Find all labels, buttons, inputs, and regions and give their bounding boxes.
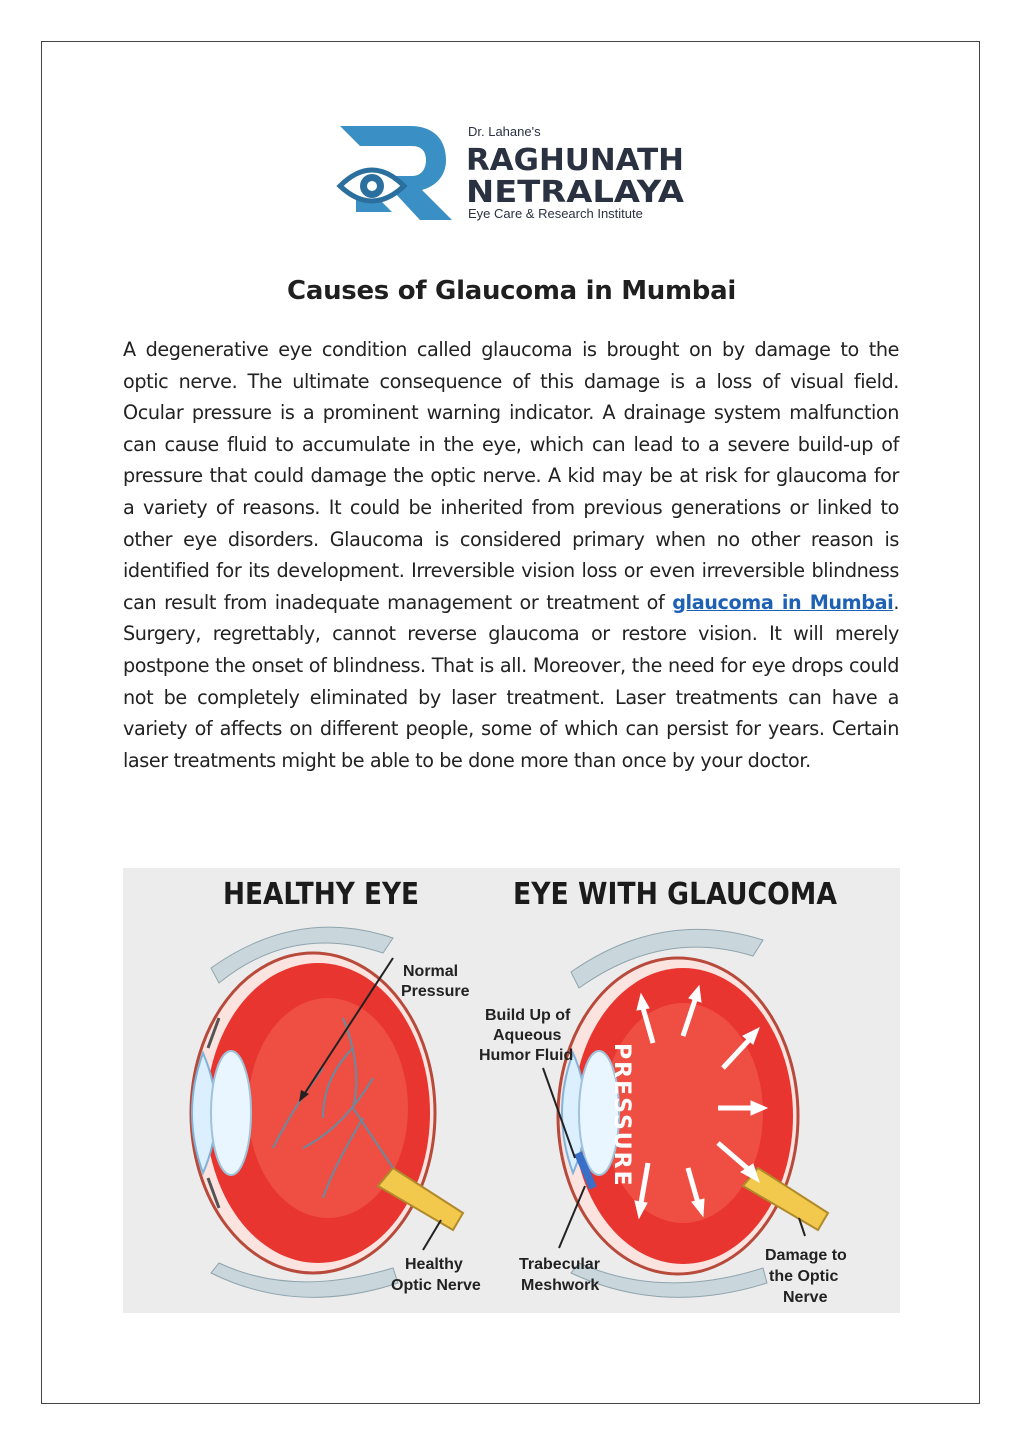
glaucoma-infographic [123, 868, 900, 1313]
label-normal-pressure-1: Normal [403, 963, 459, 980]
paragraph-text-after-link: . Surgery, regrettably, cannot reverse glaucoma or restore vision. It will merely postpone the onset of blindness. That is all. Moreover, the need for eye drops could not be completely eliminated by laser treatment. Laser treatments can have a variety of affects on different people, some of which can persist for years. Certain laser treatments might be able to be done more than once by your doctor. [123, 590, 900, 772]
heading-healthy-eye: HEALTHY EYE [223, 877, 419, 912]
paragraph-text-before-link: A degenerative eye condition called glaucoma is brought on by damage to the optic nerve. The ultimate consequence of this damage is a loss of visual field. Ocular pressure is a prominent warning indicator. A drainage system malfunction can cause fluid to accumulate in the eye, which can lead to a severe build-up of pressure that could damage the optic nerve. A kid may be at risk for glaucoma for a variety of reasons. It could be inherited from previous generations or linked to other eye disorders. Glaucoma is considered primary when no other reason is identified for its development. Irreversible vision loss or even irreversible blindness can result from inadequate management or treatment of [123, 338, 899, 614]
logo-line3: NETRALAYA [466, 175, 685, 210]
glaucoma-eye-diagram [479, 929, 847, 1306]
label-damage-1: Damage to [765, 1247, 847, 1264]
body-paragraph [123, 334, 899, 776]
label-build-up-1: Build Up of [485, 1007, 571, 1024]
glaucoma-in-mumbai-link[interactable]: glaucoma in Mumbai [672, 590, 894, 614]
label-normal-pressure-2: Pressure [401, 983, 470, 1000]
heading-eye-with-glaucoma: EYE WITH GLAUCOMA [513, 877, 838, 912]
label-damage-3: Nerve [783, 1289, 828, 1306]
raghunath-netralaya-logo [336, 120, 696, 224]
page-title: Causes of Glaucoma in Mumbai [287, 276, 736, 306]
logo-line4: Eye Care & Research Institute [468, 206, 643, 221]
logo-line2: RAGHUNATH [466, 143, 684, 178]
label-damage-2: the Optic [769, 1268, 839, 1285]
label-pressure: PRESSURE [609, 1043, 634, 1188]
infographic-svg [123, 868, 900, 1313]
label-healthy-optic-nerve-1: Healthy [405, 1256, 463, 1273]
healthy-eye-diagram [191, 927, 481, 1297]
label-build-up-3: Humor Fluid [479, 1047, 574, 1064]
logo-line1: Dr. Lahane's [468, 124, 541, 139]
label-trabecular-2: Meshwork [521, 1277, 600, 1294]
label-healthy-optic-nerve-2: Optic Nerve [391, 1277, 481, 1294]
label-build-up-2: Aqueous [493, 1027, 562, 1044]
label-trabecular-1: Trabecular [519, 1256, 600, 1273]
